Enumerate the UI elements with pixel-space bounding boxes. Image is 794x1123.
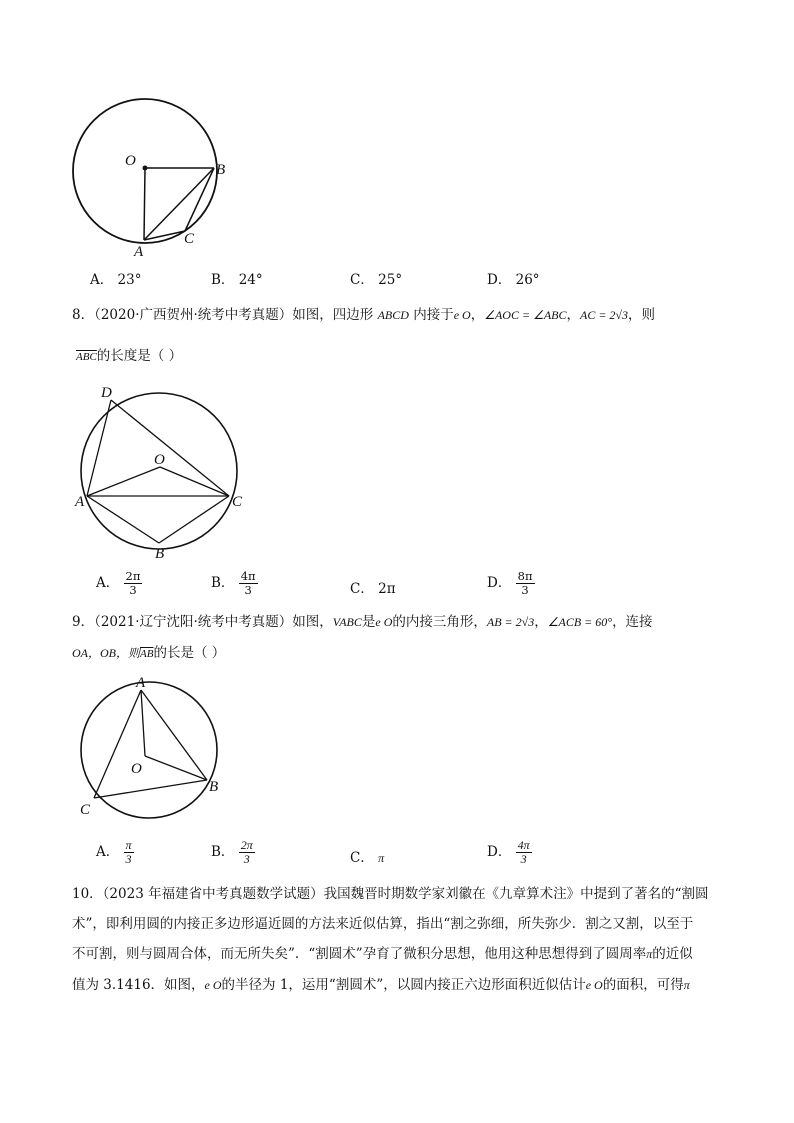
q10-stem-line3: 不可割，则与圆周合体，而无所失矣”．“割圆术”孕育了微积分思想，他用这种思想得到了圆周率π的近似 [72, 946, 693, 962]
q7-segment-AB [144, 168, 214, 240]
q7-figure [60, 88, 250, 263]
q8-stem-line1: 8．（2020·广西贺州·统考中考真题）如图，四边形 ABCD 内接于e O，∠AOC = ∠ABC，AC = 2√3，则 [72, 307, 656, 323]
q8-arc-abc: $\overline{ABC}$ [76, 351, 97, 363]
q9-option-b[interactable]: B． $\frac{2\pi}{3}$ [211, 838, 253, 866]
q7-option-d[interactable]: D． 26° [487, 272, 540, 288]
q10-stem-line4: 值为 3.1416．如图，e O的半径为 1，运用“割圆术”，以圆内接正六边形面积近似估计e O的面积，可得π [72, 977, 690, 993]
q8-segment-DC [111, 400, 229, 496]
q8-label-O: O [154, 452, 165, 468]
q7-label-C: C [184, 231, 195, 247]
q9-option-c[interactable]: C． π [350, 850, 385, 866]
q9-label-O: O [131, 761, 142, 777]
q8-label-B: B [155, 546, 165, 562]
q7-option-a[interactable]: A． 23° [90, 272, 142, 288]
q8-label-C: C [232, 494, 243, 510]
q8-circle [81, 393, 237, 549]
q9-segment-OA [141, 690, 145, 756]
q8-figure [72, 380, 252, 565]
q7-label-O: O [125, 153, 136, 169]
q9-figure [72, 672, 237, 822]
q9-stem-line1: 9．（2021·辽宁沈阳·统考中考真题）如图，VABC是e O的内接三角形，AB = 2√3，∠ACB = 60°，连接 [72, 614, 653, 630]
q8-option-b[interactable]: B． $\frac{4\pi}{3}$ [211, 569, 256, 597]
q9-segment-AC [94, 690, 141, 798]
q9-label-C: C [80, 802, 91, 818]
q8-label-D: D [101, 385, 112, 401]
q9-option-d[interactable]: D． $\frac{4\pi}{3}$ [487, 838, 530, 866]
q8-stem-line2: $\overline{ABC}$的长度是（ ） [76, 348, 183, 364]
q9-arc-ab: $\overline{AB}$ [140, 648, 154, 660]
q8-option-a[interactable]: A． $\frac{2\pi}{3}$ [96, 569, 141, 597]
q7-segment-OA [144, 168, 145, 240]
q8-segment-AO [87, 467, 160, 496]
q10-stem-line2: 术”，即利用圆的内接正多边形逼近圆的方法来近似估算，指出“割之弥细，所失弥少．割之又割，以至于 [72, 916, 694, 932]
q8-label-A: A [75, 494, 85, 510]
q9-circle [81, 682, 217, 818]
q8-option-d[interactable]: D． $\frac{8\pi}{3}$ [487, 569, 533, 597]
q10-stem-line1: 10．（2023 年福建省中考真题数学试题）我国魏晋时期数学家刘徽在《九章算术注》中提到了著名的“割圆 [72, 886, 709, 902]
q9-stem-line2: OA，OB，则$\overline{AB}$的长是（ ） [72, 645, 226, 661]
q8-option-c[interactable]: C． 2π [350, 581, 396, 597]
q9-segment-AB [141, 690, 207, 780]
q8-segment-BC [159, 496, 229, 543]
q7-option-b[interactable]: B． 24° [211, 272, 263, 288]
q7-segment-CB [185, 168, 214, 231]
q7-label-B: B [216, 162, 226, 178]
q9-option-a[interactable]: A． $\frac{\pi}{3}$ [96, 838, 132, 866]
q8-segment-OC [160, 467, 229, 496]
q8-segment-DA [87, 400, 111, 496]
q9-label-A: A [136, 675, 146, 691]
q7-center-dot [143, 166, 148, 171]
q9-segment-CB [94, 780, 207, 798]
q7-option-c[interactable]: C． 25° [350, 272, 403, 288]
q7-label-A: A [134, 244, 144, 260]
q9-label-B: B [209, 779, 219, 795]
